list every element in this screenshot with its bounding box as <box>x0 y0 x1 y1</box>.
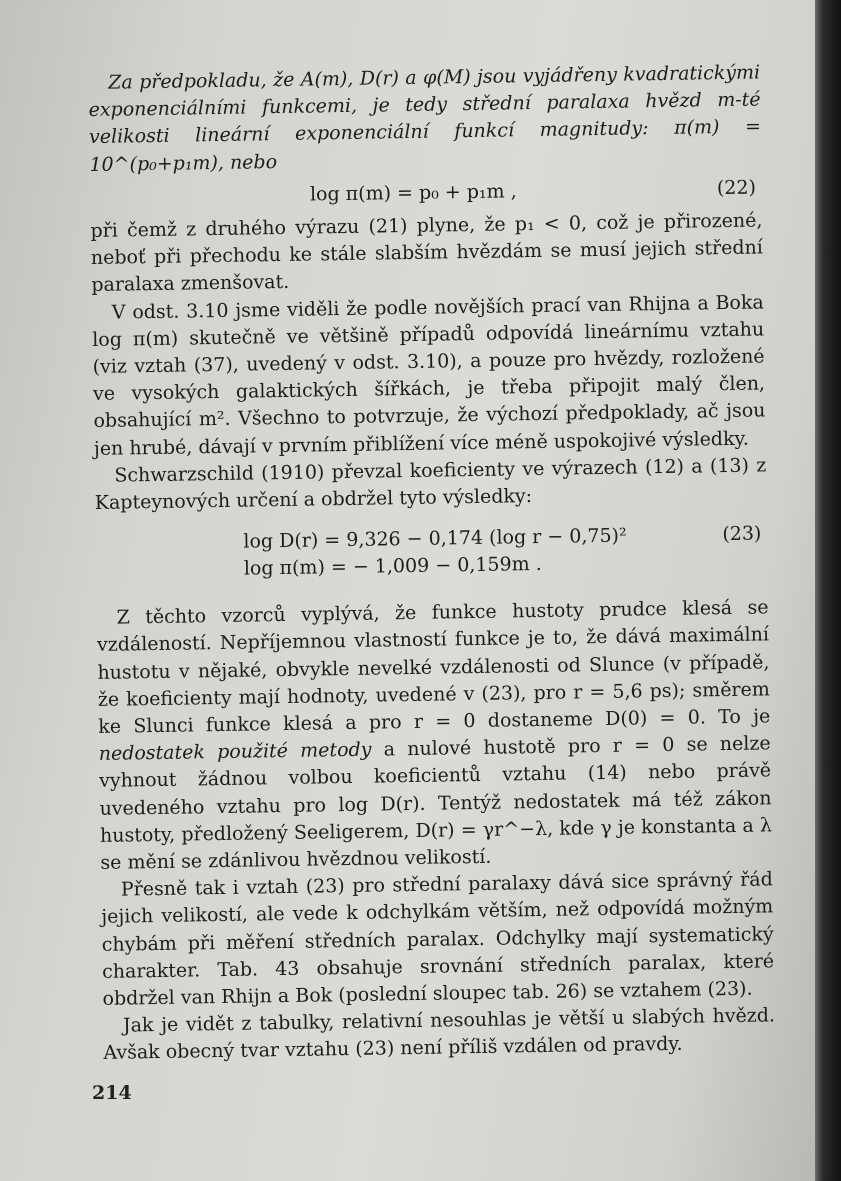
paragraph-5-italic: nedostatek použité metody <box>98 738 372 766</box>
paragraph-2: při čemž z druhého výrazu (21) plyne, že p₁ < 0, což je přirozené, neboť při přechodu ke stále slabším hvězdám se musí jejich střední paralaxa zmenšovat. <box>90 209 764 297</box>
equation-23-number: (23) <box>722 522 762 546</box>
page-edge-shadow <box>815 0 841 1181</box>
paragraph-6: Přesně tak i vztah (23) pro střední paralaxy dává sice správný řád jejich velikostí, ale vede k odchylkám větším, než odpovídá možným chybám při měření středních paralax. Odchylky mají systematický charakter. Tab. 43 obsahuje srovnání středních paralax, které obdržel van Rhijn a Bok (poslední sloupec tab. 26) se vztahem (23). <box>101 868 775 1010</box>
equation-22-formula: log π(m) = p₀ + p₁m , <box>309 180 517 206</box>
equation-23 <box>95 521 768 588</box>
equation-23-line-1: log D(r) = 9,326 − 0,174 (log r − 0,75)² <box>243 524 627 553</box>
paragraph-3: V odst. 3.10 jsme viděli že podle novějších prací van Rhijna a Boka log π(m) skutečně ve většině případů odpovídá lineárnímu vztahu (viz vztah (37), uvedený v odst. 3.10), a pouze pro hvězdy, rozložené ve vysokých galaktických šířkách, je třeba připojit malý člen, obsahující m². Všechno to potvrzuje, že výchozí předpoklady, ač jsou jen hrubé, dávají v prvním přiblížení více méně uspokojivé výsledky. <box>92 291 766 460</box>
paragraph-7: Jak je vidět z tabulky, relativní nesouhlas je větší u slabých hvězd. Avšak obecný tvar vztahu (23) není příliš vzdálen od pravdy. <box>103 1004 776 1065</box>
page-text <box>88 59 776 1067</box>
page-number: 214 <box>92 1082 132 1104</box>
paragraph-5-part-b: a nulové hustotě pro r = 0 se nelze vyhnout žádnou volbou koeficientů vztahu (14) nebo právě uvedeného vztahu pro log D(r). Tentýž nedostatek má též zákon hustoty, předložený Seeligerem, D(r) = γr^−λ, kde γ je konstanta a λ se mění se zdánlivou hvězdnou velikostí. <box>99 732 773 874</box>
paragraph-5-part-a: Z těchto vzorců vyplývá, že funkce hustoty prudce klesá se vzdáleností. Nepříjemnou vlastností funkce je to, že dává maximální hustotu v nějaké, obvykle nevelké vzdálenosti od Slunce (v případě, že koeficienty mají hodnoty, uvedené v (23), pro r = 5,6 ps); směrem ke Slunci funkce klesá a pro r = 0 dostaneme D(0) = 0. To je <box>96 596 771 738</box>
equation-22 <box>90 174 762 212</box>
paragraph-5 <box>96 595 772 878</box>
paragraph-4: Schwarzschild (1910) převzal koeficienty ve výrazech (12) a (13) z Kapteynových určení a obdržel tyto výsledky: <box>94 454 767 514</box>
equation-23-line-2: log π(m) = − 1,009 − 0,159m . <box>243 553 542 580</box>
equation-22-number: (22) <box>716 176 757 199</box>
paragraph-intro: Za předpokladu, že A(m), D(r) a φ(M) jsou vyjádřeny kvadratickými exponenciálními funkcemi, je tedy střední paralaxa hvězd m-té velikosti lineární exponenciální funkcí magnitudy: π(m) = 10^(p₀+p₁m), nebo <box>88 61 762 176</box>
